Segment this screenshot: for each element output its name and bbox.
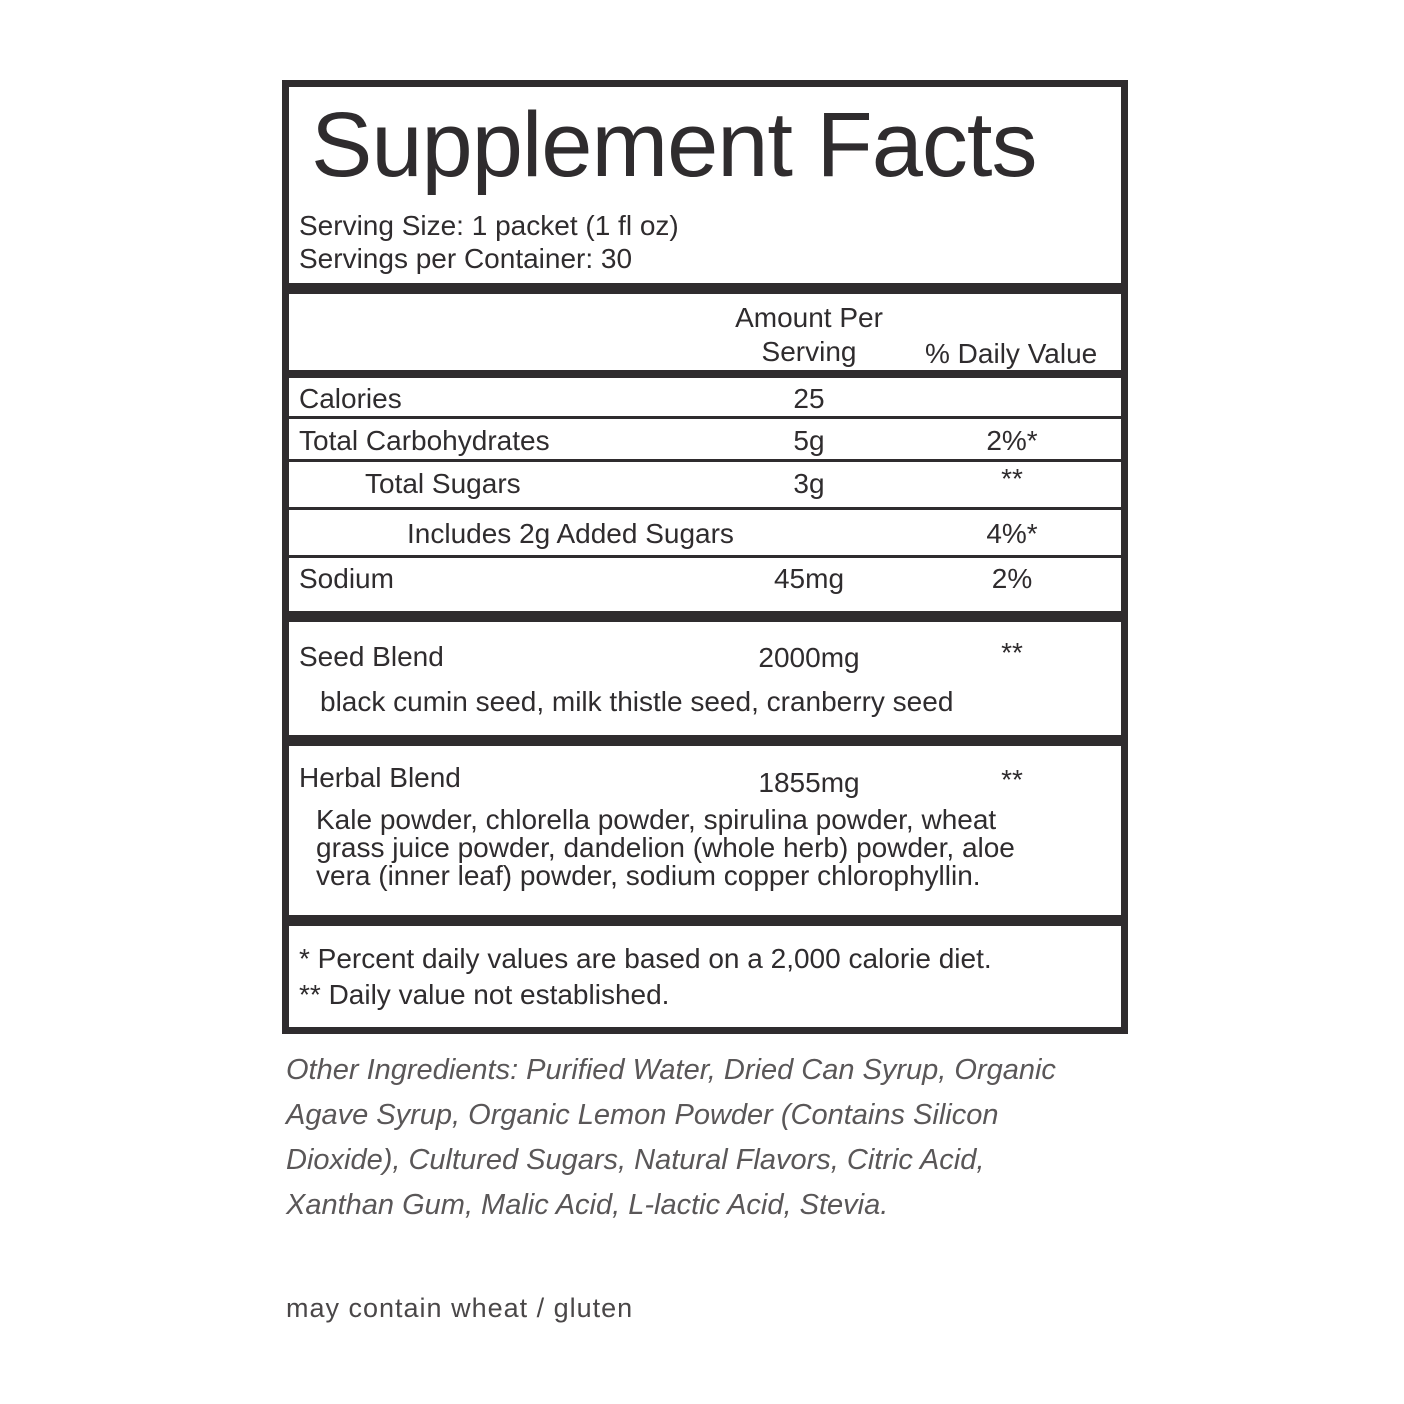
herbal-blend-amount: 1855mg (758, 767, 860, 798)
divider-thin (289, 555, 1121, 558)
seed-blend-name: Seed Blend (299, 641, 444, 672)
header-daily-value: % Daily Value (925, 338, 1098, 369)
row-amount-total-sugars: 3g (793, 468, 825, 499)
row-name-total-carbohydrates: Total Carbohydrates (299, 425, 550, 456)
herbal-blend-ingredients-line1: Kale powder, chlorella powder, spirulina powder, wheat (316, 804, 997, 835)
divider-thick (289, 611, 1121, 622)
allergen-note: may contain wheat / gluten (286, 1293, 634, 1323)
divider-thick (289, 735, 1121, 746)
other-ingredients-line: Xanthan Gum, Malic Acid, L-lactic Acid, Stevia. (286, 1189, 889, 1221)
herbal-blend-ingredients-line2: grass juice powder, dandelion (whole herb) powder, aloe (316, 832, 1015, 863)
herbal-blend-ingredients-line3: vera (inner leaf) powder, sodium copper chlorophyllin. (316, 860, 981, 891)
divider-thick (289, 283, 1121, 294)
seed-blend-ingredients: black cumin seed, milk thistle seed, cranberry seed (320, 686, 954, 717)
row-amount-total-carbohydrates: 5g (793, 425, 825, 456)
divider-thin (289, 459, 1121, 462)
divider-thin (289, 507, 1121, 510)
herbal-blend-name: Herbal Blend (299, 762, 461, 793)
panel-title: Supplement Facts (311, 94, 1037, 196)
serving-size: Serving Size: 1 packet (1 fl oz) (299, 210, 679, 241)
row-dv-total-carbohydrates: 2%* (986, 425, 1038, 456)
row-name-calories: Calories (299, 383, 402, 414)
seed-blend-dv: ** (1001, 637, 1023, 668)
header-amount-line1: Amount Per (735, 302, 883, 333)
seed-blend-amount: 2000mg (758, 642, 860, 673)
row-dv-total-sugars: ** (1001, 463, 1023, 494)
supplement-facts-panel (282, 80, 1128, 1034)
row-name-added-sugars: Includes 2g Added Sugars (407, 518, 734, 549)
row-amount-calories: 25 (793, 383, 825, 414)
header-amount-line2: Serving (761, 336, 857, 367)
divider-thick (289, 915, 1121, 926)
footnote-percent-daily-values: * Percent daily values are based on a 2,000 calorie diet. (299, 943, 992, 974)
other-ingredients (286, 1048, 1136, 1228)
servings-per-container: Servings per Container: 30 (299, 243, 633, 274)
other-ingredients-line: Dioxide), Cultured Sugars, Natural Flavors, Citric Acid, (286, 1144, 985, 1176)
other-ingredients-line: Other Ingredients: Purified Water, Dried Can Syrup, Organic (286, 1054, 1056, 1086)
divider-header (289, 370, 1121, 378)
footnote-daily-value-not-established: ** Daily value not established. (299, 979, 670, 1010)
row-amount-sodium: 45mg (773, 563, 845, 594)
row-dv-added-sugars: 4%* (986, 518, 1038, 549)
row-name-sodium: Sodium (299, 563, 394, 594)
divider-thin (289, 416, 1121, 419)
herbal-blend-dv: ** (1001, 764, 1023, 795)
row-dv-sodium: 2% (991, 563, 1033, 594)
row-name-total-sugars: Total Sugars (365, 468, 521, 499)
other-ingredients-line: Agave Syrup, Organic Lemon Powder (Contains Silicon (286, 1099, 999, 1131)
